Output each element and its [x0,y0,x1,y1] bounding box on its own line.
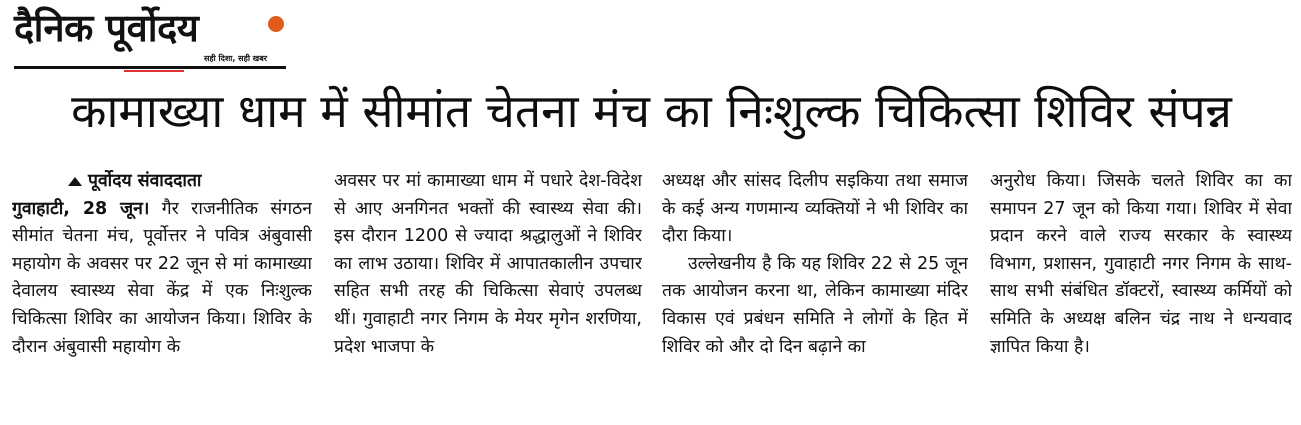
article-column-2 [334,168,642,418]
triangle-bullet-icon [68,177,82,186]
article-column-4 [990,168,1292,418]
masthead-tagline: सही दिशा, सही खबर [204,54,268,63]
logo-dot-icon [268,16,284,32]
masthead-accent-rule [124,70,184,72]
masthead-rule [14,66,286,69]
column-3-paragraph-1: अध्यक्ष और सांसद दिलीप सइकिया तथा समाज के कई अन्य गणमान्य व्यक्तियों ने भी शिविर का दौरा किया। [662,171,968,247]
article-headline: कामाख्या धाम में सीमांत चेतना मंच का निःशुल्क चिकित्सा शिविर संपन्न [71,84,1232,138]
byline-text: पूर्वोदय संवाददाता [88,171,202,191]
dateline: गुवाहाटी, 28 जून। [12,198,150,219]
column-3-paragraph-2: उल्लेखनीय है कि यह शिविर 22 से 25 जून तक आयोजन करना था, लेकिन कामाख्या मंदिर विकास एवं प्रबंधन समिति ने लोगों के हित में शिविर को और दो दिन बढ़ाने का [662,253,968,357]
article-column-3 [662,168,968,418]
article-column-1 [12,168,312,418]
newspaper-masthead [14,6,286,72]
column-4-text: अनुरोध किया। जिसके चलते शिविर का का समापन 27 जून को किया गया। शिविर में सेवा प्रदान करने वाले राज्य सरकार के स्वास्थ्य विभाग, प्रशासन, गुवाहाटी नगर निगम के साथ-साथ सभी संबंधित डॉक्टरों, स्वास्थ्य कर्मियों को समिति के अध्यक्ष बलिन चंद्र नाथ ने धन्यवाद ज्ञापित किया है। [990,171,1292,357]
column-1-text: गैर राजनीतिक संगठन सीमांत चेतना मंच, पूर्वोत्तर ने पवित्र अंबुवासी महायोग के अवसर पर 22 जून से मां कामाख्या देवालय स्वास्थ्य सेवा केंद्र में एक निःशुल्क चिकित्सा शिविर का आयोजन किया। शिविर के दौरान अंबुवासी महायोग के [12,198,312,357]
byline [12,168,312,196]
column-1-paragraph [12,196,312,362]
column-2-text: अवसर पर मां कामाख्या धाम में पधारे देश-विदेश से आए अनगिनत भक्तों की स्वास्थ्य सेवा की। इस दौरान 1200 से ज्यादा श्रद्धालुओं ने शिविर का लाभ उठाया। शिविर में आपातकालीन उपचार सहित सभी तरह की चिकित्सा सेवाएं उपलब्ध थीं। गुवाहाटी नगर निगम के मेयर मृगेन शरणिया, प्रदेश भाजपा के [334,171,642,357]
newspaper-logo: दैनिक पूर्वोदय [14,6,199,50]
